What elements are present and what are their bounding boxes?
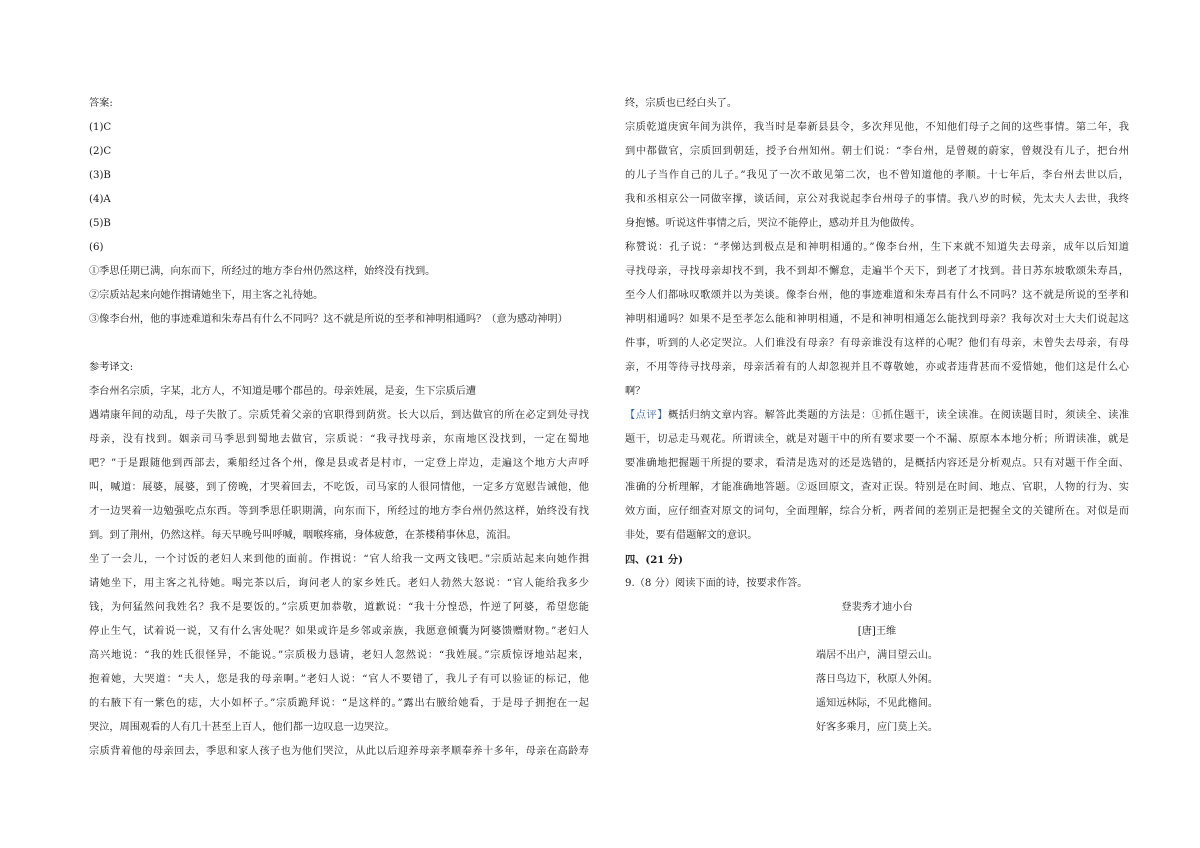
translation-line: 请她坐下，用主客之礼待她。喝完茶以后，询问老人的家乡姓氏。老妇人勃然大怒说：“官人能给我多少 [89,578,589,589]
comment-tag: 【点评】 [625,410,668,421]
translation-line: 亲，不用等待寻找母亲，母亲活着有的人却忽视并且不尊敬她，亦或者违背甚而不爱惜她，他们这是什么心 [625,362,1129,373]
answer-item: (2)C [89,146,112,157]
translation-line: 的右腋下有一紫色的痣，大小如杯子。”宗质跪拜说：“是这样的。”露出右腋给她看，于是母子拥抱在一起 [89,698,589,709]
translation-line: 叫，喊道：展婆，展婆，到了傍晚，才哭着回去，不吃饭，司马家的人很同情他，一定多方宽慰告诫他，他 [89,482,589,493]
poem-title: 登裴秀才迪小台 [841,602,913,613]
section-heading: 四、(21 分) [625,554,683,566]
answer-q6-line: ②宗质站起来向她作揖请她坐下，用主客之礼待她。 [89,290,324,301]
translation-line: 宗质背着他的母亲回去，季思和家人孩子也为他们哭泣，从此以后迎养母亲孝顺奉养十多年，母亲在高龄寿 [89,746,589,757]
poem-line: 遥知远林际，不见此檐间。 [815,698,939,709]
translation-line: 称赞说：孔子说：“孝悌达到极点是和神明相通的。”像李台州，生下来就不知道失去母亲，成年以后知道 [625,242,1129,253]
translation-heading: 参考译文: [89,362,134,373]
answer-item: (6) [89,242,104,253]
answer-q6-line: ①季思任期已满，向东而下，所经过的地方李台州仍然这样，始终没有找到。 [89,266,436,277]
translation-line: 到中都做官，宗质回到朝廷，授予台州知州。朝士们说：“李台州，是曾觌的蔚家，曾觌没有儿子，把台州 [625,146,1129,157]
comment-line: 要准确地把握题干所提的要求，看清是选对的还是选错的，是概括内容还是分析观点。只有对题干作全面、 [625,458,1129,469]
spacer [89,332,589,356]
translation-line: 李台州名宗质，字某，北方人，不知道是哪个郡邑的。母亲姓展，是妾，生下宗质后遭 [89,386,477,397]
translation-line: 才一边哭着一边勉强吃点东西。等到季思任职期满，向东而下，所经过的地方李台州仍然这样，始终没有找 [89,506,589,517]
translation-line: 寻找母亲，寻找母亲却找不到，我不到却不懈怠，走遍半个天下，到老了才找到。昔日苏东坡歌颂朱寿昌， [625,266,1129,277]
comment-line [625,404,1129,428]
answer-item: (5)B [89,218,111,229]
left-column [89,92,589,764]
answer-item: (1)C [89,122,112,133]
translation-line: 啊？ [625,386,646,397]
poem-line: 好客多乘月，应门莫上关。 [815,722,939,733]
translation-line: 至今人们都咏叹歌颂并以为美谈。像李台州，他的事迹难道和朱寿昌有什么不同吗？这不就是所说的至孝和 [625,290,1129,301]
translation-line: 哭泣，周围观看的人有几十甚至上百人，他们都一边叹息一边哭泣。 [89,722,395,733]
comment-line: 效方面，应仔细查对原文的词句，全面理解，综合分析，两者间的差别正是把握全文的关键所在。对似是而 [625,506,1129,517]
translation-line: 遇靖康年间的动乱，母子失散了。宗质凭着父亲的官职得到荫赏。长大以后，到达做官的所在必定到处寻找 [89,410,589,421]
translation-line: 我和丞相京公一同做宰撑，谈话间，京公对我说起李台州母子的事情。我八岁的时候，先太夫人去世，我终 [625,194,1129,205]
comment-line: 题干，切忌走马观花。所谓读全，就是对题干中的所有要求要一个不漏、原原本本地分析；所谓读准，就是 [625,434,1129,445]
translation-line: 母亲，没有找到。姻亲司马季思到蜀地去做官，宗质说：“我寻找母亲，东南地区没找到，一定在蜀地 [89,434,589,445]
comment-line: 非处，要有借题解文的意识。 [625,530,758,541]
translation-line: 神明相通吗？如果不是至孝怎么能和神明相通，不是和神明相通怎么能找到母亲？我每次对士大夫们说起这 [625,314,1129,325]
translation-line: 钱，为何猛然问我姓名？我不是要饭的。”宗质更加恭敬，道歉说：“我十分惶恐，忤逆了阿婆，希望您能 [89,602,589,613]
translation-line: 的儿子当作自己的儿子。”我见了一次不敢见第二次，也不曾知道他的孝顺。十七年后，李台州去世以后， [625,170,1129,181]
translation-line: 坐了一会儿，一个讨饭的老妇人来到他的面前。作揖说：“官人给我一文两文钱吧。”宗质站起来向她作揖 [89,554,589,565]
translation-line: 抱着她，大哭道：“夫人，您是我的母亲啊。”老妇人说：“官人不要错了，我儿子有可以验证的标记，他 [89,674,589,685]
answer-item: (4)A [89,194,111,205]
translation-line: 高兴地说：“我的姓氏很怪异，不能说。”宗质极力恳请，老妇人忽然说：“我姓展。”宗质惊讶地站起来， [89,650,589,661]
right-column [625,92,1129,740]
question-prompt: 9.（8 分）阅读下面的诗，按要求作答。 [625,578,808,589]
translation-line: 终，宗质也已经白头了。 [625,98,738,109]
answer-item: (3)B [89,170,111,181]
poem-line: 落日鸟边下，秋原人外闲。 [815,674,939,685]
translation-line: 件事，听到的人必定哭泣。人们谁没有母亲？有母亲谁没有这样的心呢？他们有母亲，未曾失去母亲，有母 [625,338,1129,349]
translation-line: 吧？”于是跟随他到西部去，乘船经过各个州，像是县或者是村市，一定登上岸边，走遍这个地方大声呼 [89,458,589,469]
poem-author: [唐]王维 [857,626,897,637]
poem-line: 端居不出户，满目望云山。 [815,650,939,661]
translation-line: 到。到了荆州，仍然这样。每天早晚号叫呼喊，咽喉疼痛，身体疲惫，在茶楼稍事休息，流泪。 [89,530,517,541]
translation-line: 停止生气，试着说一说，又有什么害处呢？如果或许是乡邻或亲族，我愿意倾囊为阿婆馈赠财物。”老妇人 [89,626,589,637]
comment-text: 概括归纳文章内容。解答此类题的方法是：①抓住题干，读全读准。在阅读题目时，须读全、读准 [667,410,1130,421]
translation-line: 身抱憾。听说这件事情之后，哭泣不能停止，感动并且为他做传。 [625,218,921,229]
comment-line: 准确的分析理解，才能准确地答题。②返回原文，查对正误。特别是在时间、地点、官职，人物的行为、实 [625,482,1129,493]
translation-line: 宗质乾道庚寅年间为洪倅，我当时是奉新县县令，多次拜见他，不知他们母子之间的这些事情。第二年，我 [625,122,1129,133]
answer-q6-line: ③像李台州，他的事迹难道和朱寿昌有什么不同吗？这不就是所说的至孝和神明相通吗？（意为感动神明） [89,314,568,325]
answers-heading: 答案: [89,98,113,109]
